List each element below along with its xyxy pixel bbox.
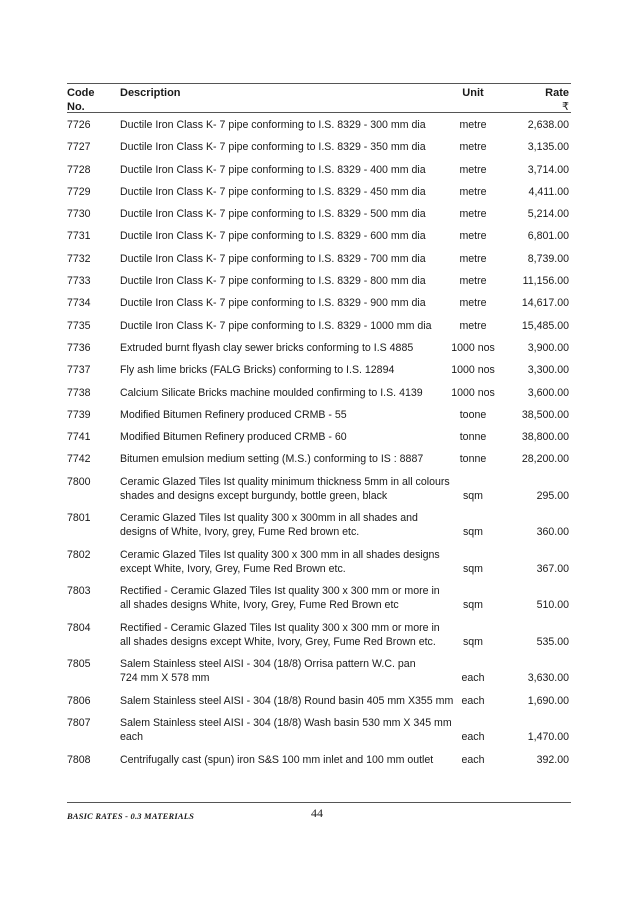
item-description (120, 296, 450, 310)
item-description (120, 584, 450, 612)
table-row (67, 507, 571, 544)
description-line: Ceramic Glazed Tiles Ist quality 300 x 300mm in all shades and (120, 512, 418, 525)
item-unit: each (461, 753, 485, 766)
description-line: except White, Ivory, Grey, Fume Red Brown etc. (120, 562, 346, 575)
item-description (120, 185, 450, 199)
description-line: Modified Bitumen Refinery produced CRMB - 60 (120, 431, 347, 444)
header-bottom-rule (67, 112, 571, 113)
item-rate: 3,630.00 (527, 672, 569, 685)
item-code: 7739 (67, 408, 91, 421)
item-rate: 3,135.00 (527, 141, 569, 154)
table-row (67, 653, 571, 690)
item-rate: 360.00 (536, 526, 569, 539)
table-row (67, 292, 571, 314)
table-row (67, 270, 571, 292)
item-code: 7802 (67, 548, 91, 561)
description-line: shades and designs except burgundy, bottle green, black (120, 489, 388, 502)
item-description (120, 475, 450, 503)
item-unit: metre (459, 141, 487, 154)
item-unit: sqm (462, 562, 483, 575)
item-description (120, 621, 450, 649)
item-unit: 1000 nos (451, 386, 495, 399)
item-code: 7736 (67, 341, 91, 354)
item-code: 7807 (67, 717, 91, 730)
item-rate: 2,638.00 (527, 119, 569, 131)
item-rate: 28,200.00 (521, 453, 569, 466)
table-row (67, 114, 571, 136)
item-code: 7737 (67, 364, 91, 377)
item-description (120, 408, 450, 422)
table-row (67, 159, 571, 181)
description-line: Ductile Iron Class K- 7 pipe conforming to I.S. 8329 - 400 mm dia (120, 163, 426, 176)
header-top-rule (67, 83, 571, 84)
item-rate: 510.00 (536, 599, 569, 612)
header-unit: Unit (462, 87, 484, 99)
item-code: 7741 (67, 431, 91, 444)
description-line: designs of White, Ivory, grey, Fume Red brown etc. (120, 526, 360, 539)
table-row (67, 315, 571, 337)
item-description (120, 386, 450, 400)
item-description (120, 319, 450, 333)
item-unit: metre (459, 185, 487, 198)
header-rate: Rate ₹ (545, 87, 569, 113)
item-rate: 15,485.00 (521, 319, 569, 332)
item-description (120, 140, 450, 154)
table-row (67, 248, 571, 270)
item-unit: tonne (459, 453, 487, 466)
item-code: 7803 (67, 585, 91, 598)
item-description (120, 207, 450, 221)
table-row (67, 690, 571, 712)
item-unit: 1000 nos (451, 364, 495, 377)
item-code: 7733 (67, 275, 91, 288)
item-description (120, 511, 450, 539)
footer-section-title: BASIC RATES - 0.3 MATERIALS (67, 811, 195, 821)
table-row (67, 712, 571, 749)
item-code: 7806 (67, 694, 91, 707)
item-rate: 3,714.00 (527, 163, 569, 176)
item-description (120, 229, 450, 243)
item-unit: metre (459, 163, 487, 176)
item-description (120, 548, 450, 576)
item-unit: metre (459, 297, 487, 310)
table-row (67, 382, 571, 404)
item-unit: metre (459, 275, 487, 288)
description-line: Ductile Iron Class K- 7 pipe conforming to I.S. 8329 - 900 mm dia (120, 297, 426, 310)
item-rate: 295.00 (536, 489, 569, 502)
item-code: 7728 (67, 163, 91, 176)
description-line: Fly ash lime bricks (FALG Bricks) conforming to I.S. 12894 (120, 364, 395, 377)
item-code: 7805 (67, 658, 91, 671)
description-line: Centrifugally cast (spun) iron S&S 100 mm inlet and 100 mm outlet (120, 753, 434, 766)
item-unit: each (461, 731, 485, 744)
rates-table-body (67, 114, 571, 771)
item-code: 7800 (67, 475, 91, 488)
description-line: Ductile Iron Class K- 7 pipe conforming to I.S. 8329 - 500 mm dia (120, 208, 426, 221)
item-unit: 1000 nos (451, 341, 495, 354)
item-code: 7732 (67, 252, 91, 265)
item-code: 7801 (67, 512, 91, 525)
description-line: all shades designs except White, Ivory, Grey, Fume Red Brown etc. (120, 635, 436, 648)
item-rate: 1,690.00 (527, 694, 569, 707)
item-code: 7734 (67, 297, 91, 310)
description-line: Calcium Silicate Bricks machine moulded confirming to I.S. 4139 (120, 386, 423, 399)
description-line: Salem Stainless steel AISI - 304 (18/8) Orrisa pattern W.C. pan (120, 658, 416, 671)
header-code: Code No. (67, 87, 95, 113)
item-description (120, 252, 450, 266)
item-code: 7738 (67, 386, 91, 399)
table-row (67, 749, 571, 771)
item-code: 7735 (67, 319, 91, 332)
description-line: Modified Bitumen Refinery produced CRMB - 55 (120, 408, 347, 421)
item-description (120, 430, 450, 444)
item-code: 7731 (67, 230, 91, 243)
table-row (67, 617, 571, 654)
page-number: 44 (311, 806, 323, 820)
item-description (120, 694, 454, 708)
item-code: 7730 (67, 208, 91, 221)
item-rate: 392.00 (536, 753, 569, 766)
table-row (67, 404, 571, 426)
description-line: Ductile Iron Class K- 7 pipe conforming to I.S. 8329 - 300 mm dia (120, 119, 426, 131)
table-row (67, 448, 571, 470)
item-rate: 367.00 (536, 562, 569, 575)
item-rate: 3,900.00 (527, 341, 569, 354)
item-rate: 1,470.00 (527, 731, 569, 744)
header-description: Description (120, 87, 181, 99)
description-line: Salem Stainless steel AISI - 304 (18/8) Wash basin 530 mm X 345 mm (120, 717, 452, 730)
item-description (120, 274, 450, 288)
description-line: Ductile Iron Class K- 7 pipe conforming to I.S. 8329 - 800 mm dia (120, 275, 426, 288)
description-line: Salem Stainless steel AISI - 304 (18/8) Round basin 405 mm X355 mm (120, 694, 454, 707)
table-row (67, 136, 571, 158)
item-description (120, 657, 450, 685)
item-rate: 4,411.00 (528, 185, 569, 198)
description-line: Ductile Iron Class K- 7 pipe conforming to I.S. 8329 - 450 mm dia (120, 185, 426, 198)
item-unit: sqm (462, 599, 483, 612)
description-line: Ductile Iron Class K- 7 pipe conforming to I.S. 8329 - 700 mm dia (120, 252, 426, 265)
item-code: 7808 (67, 753, 91, 766)
item-unit: metre (459, 319, 487, 332)
item-unit: metre (459, 208, 487, 221)
table-row (67, 426, 571, 448)
item-description (120, 452, 450, 466)
item-unit: sqm (462, 526, 483, 539)
item-rate: 535.00 (536, 635, 569, 648)
item-rate: 3,300.00 (527, 364, 569, 377)
description-line: Ductile Iron Class K- 7 pipe conforming to I.S. 8329 - 350 mm dia (120, 141, 426, 154)
table-row (67, 181, 571, 203)
item-rate: 5,214.00 (527, 208, 569, 221)
table-row (67, 359, 571, 381)
item-rate: 8,739.00 (527, 252, 569, 265)
description-line: each (120, 731, 143, 744)
table-row (67, 225, 571, 247)
rupee-symbol: ₹ (562, 101, 569, 113)
item-code: 7726 (67, 119, 91, 131)
description-line: all shades designs White, Ivory, Grey, Fume Red Brown etc (120, 599, 399, 612)
item-code: 7804 (67, 621, 91, 634)
table-row (67, 471, 571, 508)
item-rate: 6,801.00 (527, 230, 569, 243)
item-unit: metre (459, 230, 487, 243)
item-rate: 3,600.00 (527, 386, 569, 399)
item-description (120, 118, 450, 132)
item-unit: metre (459, 252, 487, 265)
description-line: Ductile Iron Class K- 7 pipe conforming to I.S. 8329 - 600 mm dia (120, 230, 426, 243)
item-description (120, 163, 450, 177)
description-line: Rectified - Ceramic Glazed Tiles Ist quality 300 x 300 mm or more in (120, 621, 440, 634)
table-row (67, 580, 571, 617)
item-rate: 11,156.00 (522, 275, 569, 288)
description-line: Bitumen emulsion medium setting (M.S.) conforming to IS : 8887 (120, 453, 424, 466)
table-row (67, 203, 571, 225)
item-code: 7742 (67, 453, 91, 466)
description-line: 724 mm X 578 mm (120, 672, 210, 685)
description-line: Rectified - Ceramic Glazed Tiles Ist quality 300 x 300 mm or more in (120, 585, 440, 598)
item-unit: metre (459, 119, 487, 131)
description-line: Ceramic Glazed Tiles Ist quality 300 x 300 mm in all shades designs (120, 548, 440, 561)
item-description (120, 716, 450, 744)
item-unit: toone (459, 408, 487, 421)
item-rate: 38,500.00 (521, 408, 569, 421)
item-unit: sqm (462, 635, 483, 648)
item-unit: each (461, 694, 485, 707)
item-description (120, 753, 450, 767)
description-line: Ductile Iron Class K- 7 pipe conforming to I.S. 8329 - 1000 mm dia (120, 319, 432, 332)
item-description (120, 341, 450, 355)
item-unit: sqm (462, 489, 483, 502)
item-rate: 38,800.00 (521, 431, 569, 444)
item-unit: tonne (459, 431, 487, 444)
item-code: 7727 (67, 141, 91, 154)
description-line: Ceramic Glazed Tiles Ist quality minimum thickness 5mm in all colours (120, 475, 450, 488)
item-description (120, 363, 450, 377)
table-row (67, 337, 571, 359)
footer-rule (67, 802, 571, 803)
item-code: 7729 (67, 185, 91, 198)
description-line: Extruded burnt flyash clay sewer bricks conforming to I.S 4885 (120, 341, 414, 354)
table-row (67, 544, 571, 581)
item-rate: 14,617.00 (521, 297, 569, 310)
item-unit: each (461, 672, 485, 685)
